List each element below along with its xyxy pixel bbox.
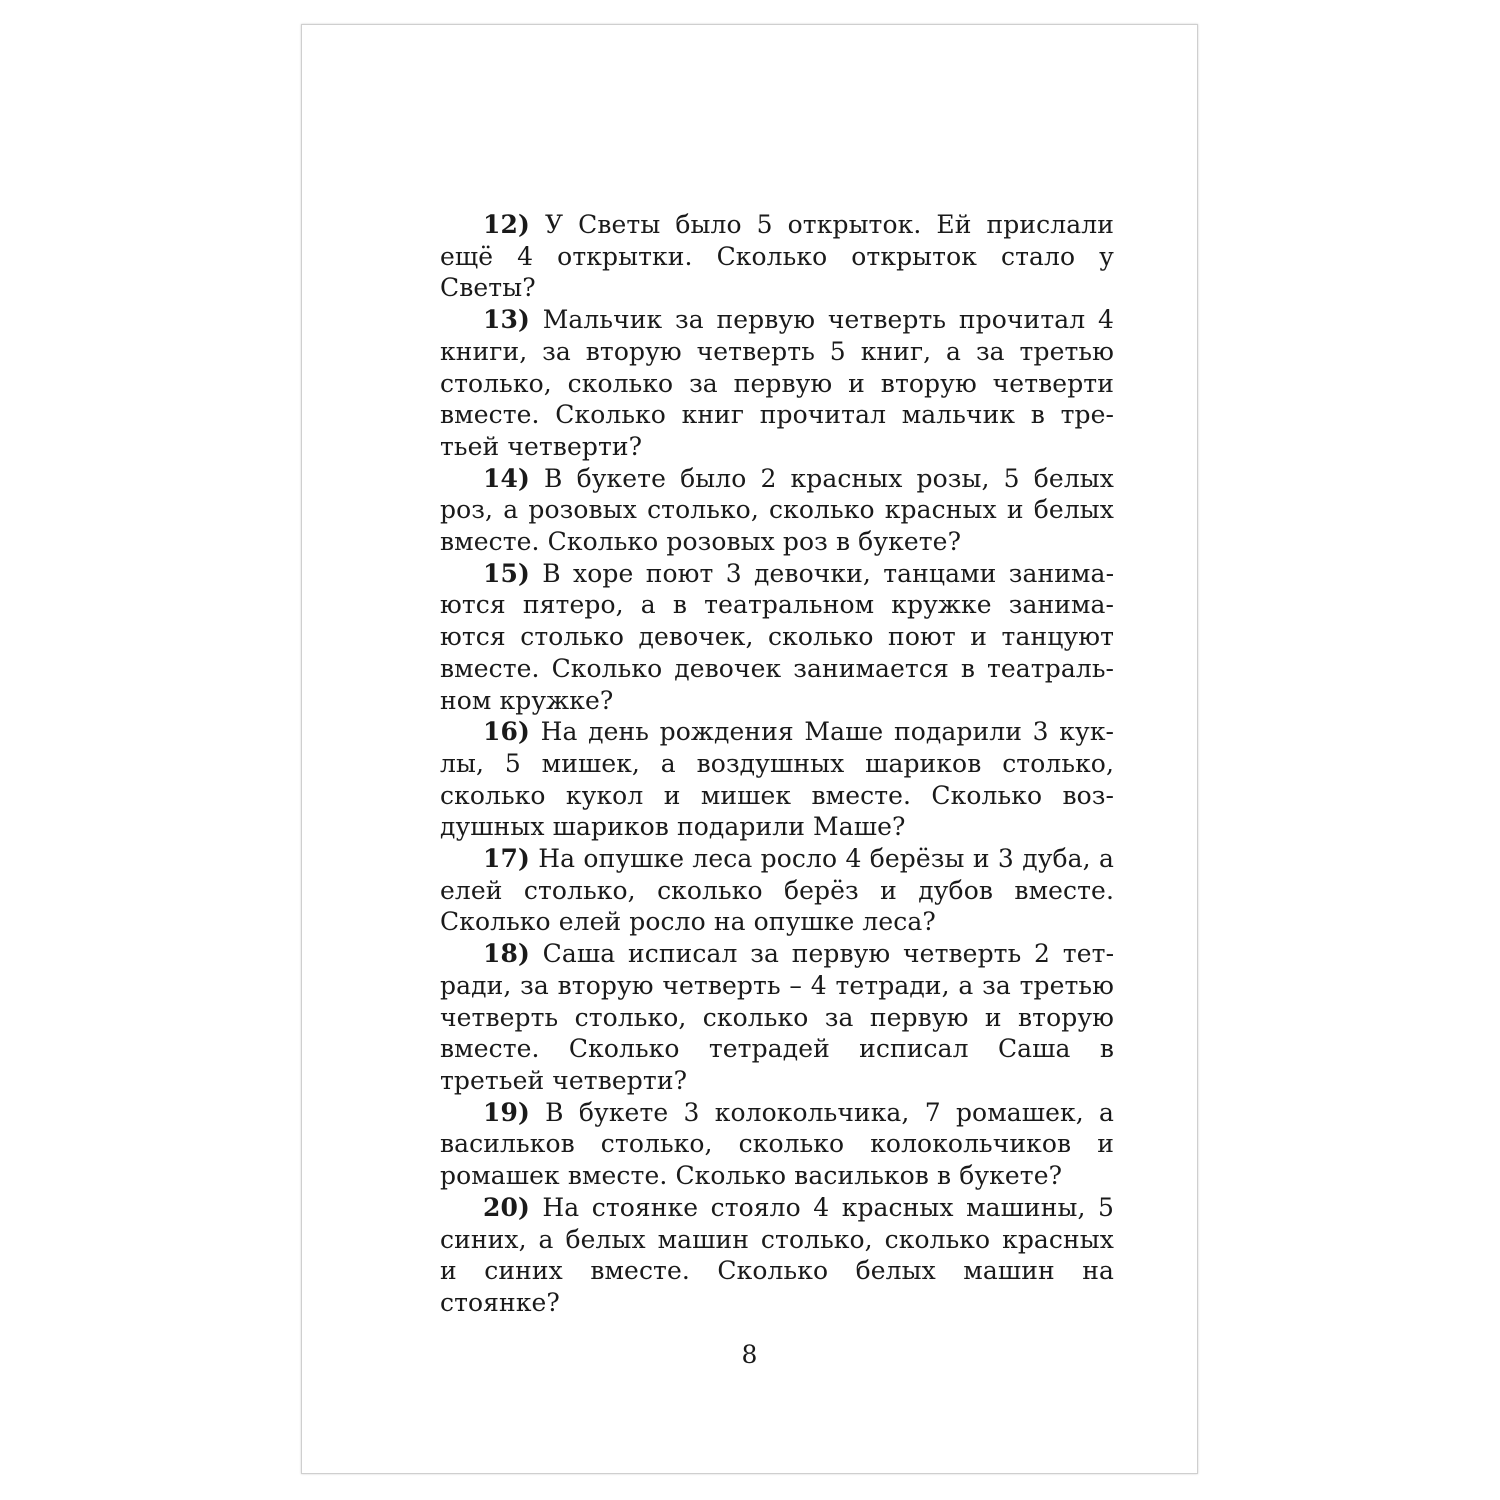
problem-number: 20) <box>483 1192 530 1222</box>
problem-number: 18) <box>483 939 530 969</box>
problem-17 <box>440 843 1114 938</box>
problem-number: 19) <box>483 1097 530 1127</box>
problem-text: В хоре поют 3 девочки, танцами занимаются пятеро, а в театральном кружке занимаются столько девочек, сколько поют и танцуют вместе. Сколько девочек занимается в театральном кружке? <box>440 558 1115 715</box>
problem-16 <box>440 716 1114 843</box>
problem-number: 15) <box>483 558 530 588</box>
problem-number: 13) <box>483 305 530 335</box>
book-page <box>301 24 1198 1474</box>
problem-text: У Светы было 5 открыток. Ей прислали ещё 4 открытки. Сколько открыток стало у Светы? <box>440 210 1115 303</box>
problem-13 <box>440 304 1114 463</box>
problem-text: Мальчик за первую четверть прочитал 4 книги, за вторую четверть 5 книг, а за третью столько, сколько за первую и вторую четверти вместе. Сколько книг прочитал мальчик в третьей четверти? <box>440 305 1115 461</box>
problem-18 <box>440 938 1114 1097</box>
problem-text: В букете 3 колокольчика, 7 ромашек, а васильков столько, сколько колокольчиков и ромашек вместе. Сколько васильков в букете? <box>440 1097 1115 1191</box>
problem-number: 12) <box>483 210 530 239</box>
problem-20 <box>440 1192 1114 1319</box>
problem-number: 16) <box>483 717 530 747</box>
problem-text: Саша исписал за первую четверть 2 тетради, за вторую четверть – 4 тетради, а за третью четверть столько, сколько за первую и вторую вместе. Сколько тетрадей исписал Саша в третьей четверти? <box>440 939 1115 1095</box>
problem-text: На день рождения Маше подарили 3 куклы, 5 мишек, а воздушных шариков столько, сколько кукол и мишек вместе. Сколько воздушных шариков подарили Маше? <box>440 717 1114 842</box>
problem-number: 14) <box>483 463 530 493</box>
problem-text: На опушке леса росло 4 берёзы и 3 дуба, а елей столько, сколько берёз и дубов вместе. Сколько елей росло на опушке леса? <box>440 844 1115 937</box>
problem-19 <box>440 1097 1114 1192</box>
problem-text: В букете было 2 красных розы, 5 белых роз, а розовых столько, сколько красных и белых вместе. Сколько розовых роз в букете? <box>440 463 1114 557</box>
problem-12 <box>440 209 1114 304</box>
problems-text <box>440 209 1114 1319</box>
page-number: 8 <box>741 1340 758 1369</box>
problem-number: 17) <box>483 844 530 874</box>
problem-text: На стоянке стояло 4 красных машины, 5 синих, а белых машин столько, сколько красных и синих вместе. Сколько белых машин на стоянке? <box>440 1192 1114 1317</box>
problem-15 <box>440 558 1114 717</box>
problem-14 <box>440 463 1114 558</box>
